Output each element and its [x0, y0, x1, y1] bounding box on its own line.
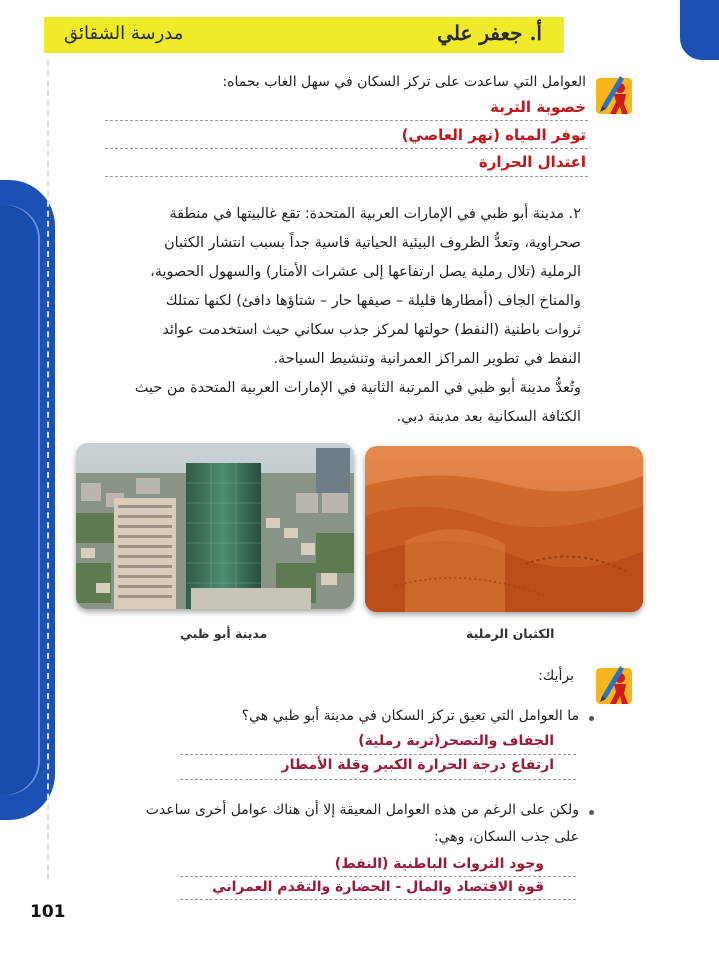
paragraph-line-6: النفط في تطوير المراكز العمرانية وتنشيط السياحة. — [273, 351, 581, 367]
section1-answer-3: اعتدال الحرارة — [478, 153, 586, 171]
margin-dashed-line — [47, 60, 49, 880]
bullet2-line-1: ولكن على الرغم من هذه العوامل المعيقة إلا أن هناك عوامل أخرى ساعدت — [145, 802, 579, 818]
corner-decoration — [680, 0, 719, 60]
sand-dunes-photo — [365, 446, 643, 612]
paragraph-line-7: وتُعدُّ مدينة أبو ظبي في المرتبة الثانية في الإمارات العربية المتحدة من حيث — [134, 380, 581, 396]
bullet2-answer-1: وجود الثروات الباطنية (النفط) — [334, 856, 544, 872]
page-number: 101 — [30, 902, 66, 922]
paragraph-line-8: الكثافة السكانية بعد مدينة دبي. — [396, 409, 581, 425]
dash-line — [180, 876, 576, 877]
section1-question: العوامل التي ساعدت على تركز السكان في سهل الغاب بحماه: — [222, 74, 586, 90]
dash-line — [180, 779, 576, 780]
paragraph-line-3: الرملية (تلال رملية يصل ارتفاعها إلى عشرات الأمتار) والسهول الحصوية، — [150, 264, 581, 280]
bullet — [589, 810, 594, 815]
bullet2-line-2: على جذب السكان، وهي: — [433, 829, 579, 845]
paragraph-line-2: صحراوية، وتعدُّ الظروف البيئية الحياتية قاسية جداً بسبب انتشار الكثبان — [164, 235, 581, 251]
dash-line — [180, 899, 576, 900]
dash-line — [105, 120, 588, 121]
side-tab-inner-decoration — [0, 205, 38, 795]
bullet1-question: ما العوامل التي تعيق تركز السكان في مدينة أبو ظبي هي؟ — [241, 708, 579, 724]
bullet1-answer-1: الجفاف والتصحر(تربة رملية) — [358, 733, 554, 749]
paragraph-line-5: ثروات باطنية (النفط) حولتها لمركز جذب سكاني حيث استخدمت عوائد — [162, 322, 581, 338]
paragraph-line-1: ٢. مدينة أبو ظبي في الإمارات العربية المتحدة: تقع غالبيتها في منطقة — [169, 206, 581, 222]
bullet2-answer-2: قوة الاقتصاد والمال - الحضارة والتقدم العمراني — [212, 879, 544, 895]
dash-line — [105, 176, 588, 177]
school-name: مدرسة الشقائق — [64, 23, 184, 44]
dash-line — [180, 754, 576, 755]
abu-dhabi-city-photo — [76, 443, 354, 609]
section1-answer-2: توفر المياه (نهر العاصي) — [401, 126, 586, 144]
author-name: أ. جعفر علي — [437, 21, 542, 45]
dash-line — [105, 148, 588, 149]
dunes-caption: الكثبان الرملية — [466, 626, 555, 641]
header-banner — [44, 17, 564, 53]
bullet — [589, 716, 594, 721]
pencil-figure-icon — [594, 660, 636, 706]
pencil-figure-icon — [594, 70, 636, 116]
opinion-title: برأيك: — [538, 668, 574, 684]
section1-answer-1: خصوبة التربة — [490, 98, 586, 116]
city-caption: مدينة أبو ظبي — [180, 626, 268, 641]
bullet1-answer-2: ارتفاع درجة الحرارة الكبير وقلة الأمطار — [281, 757, 554, 773]
paragraph-line-4: والمناخ الجاف (أمطارها قليلة – صيفها حار – شتاؤها دافئ) لكنها تمتلك — [165, 293, 581, 309]
